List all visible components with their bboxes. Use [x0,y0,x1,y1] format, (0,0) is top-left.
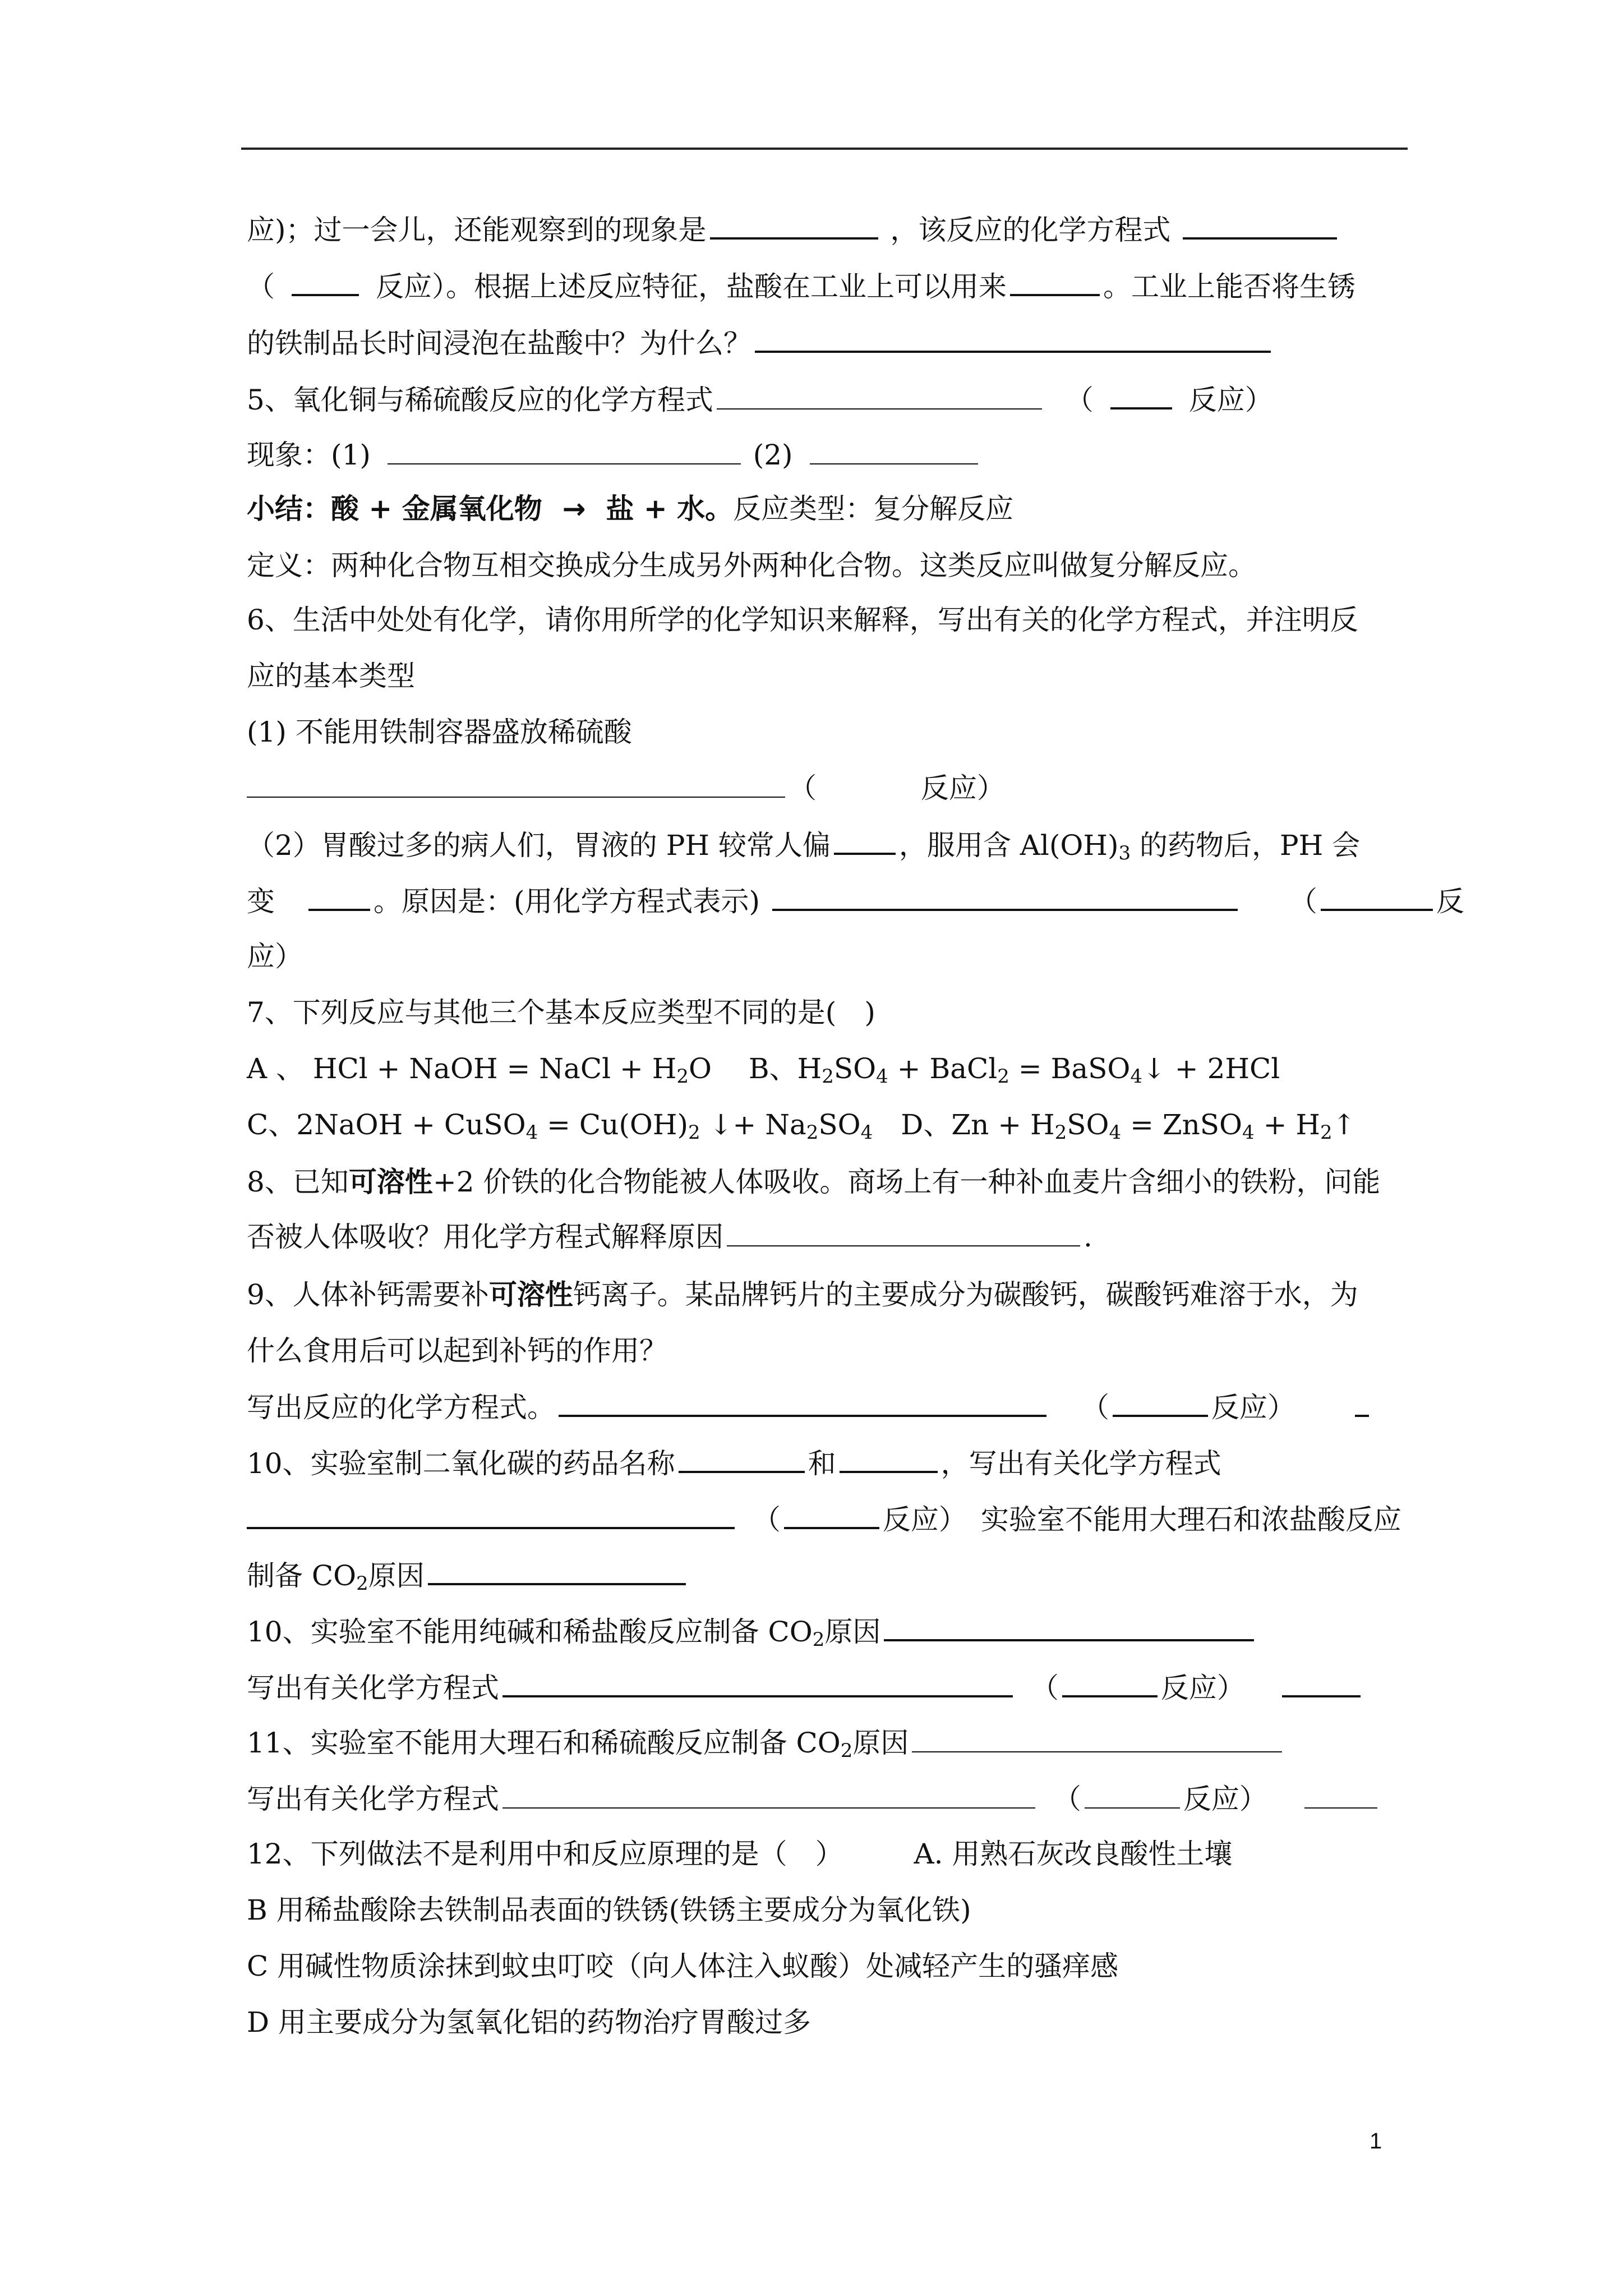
text: 和 [808,1447,836,1480]
question-9c [247,1387,1372,1427]
answer-blank[interactable] [1183,209,1337,240]
text: 。工业上能否将生锈 [1103,270,1355,303]
text: 反应）。根据上述反应特征，盐酸在工业上可以用来 [376,270,1007,303]
text: 5、氧化铜与稀硫酸反应的化学方程式 [247,384,713,416]
question-8 [247,1162,1380,1202]
text: B 用稀盐酸除去铁制品表面的铁锈(铁锈主要成分为氧化铁) [247,1894,971,1926]
answer-blank[interactable] [1282,1667,1361,1697]
question-9 [247,1275,1358,1314]
text: 写出有关化学方程式 [247,1783,499,1815]
answer-blank[interactable] [1321,881,1433,911]
answer-blank[interactable] [1062,1667,1158,1697]
text: 应的基本类型 [247,660,415,692]
text: 反 [1436,885,1464,918]
answer-blank[interactable] [772,881,1238,911]
subscript: 2 [812,1628,825,1651]
text-line [247,323,1274,363]
answer-blank[interactable] [428,1555,686,1585]
text: 。原因是：(用化学方程式表示) [374,885,760,918]
question-6-1 [247,712,632,752]
question-7-options-ab [247,1049,1280,1088]
text: 可溶性 [488,1278,573,1311]
answer-blank[interactable] [727,1217,1080,1246]
text: +2 价铁的化合物能被人体吸收。商场上有一种补血麦片含细小的铁粉，问能 [432,1166,1381,1198]
text: 现象：(1) [247,439,371,471]
answer-blank[interactable] [1085,1779,1180,1809]
question-12 [247,1834,1232,1874]
text: ↓+ Na [700,1108,806,1141]
question-5-phenomena [247,435,981,475]
subscript: 2 [806,1121,819,1144]
text: C 用碱性物质涂抹到蚊虫叮咬（向人体注入蚁酸）处减轻产生的骚痒感 [247,1950,1119,1982]
text: 原因 [824,1616,881,1648]
answer-blank[interactable] [710,209,878,240]
answer-blank[interactable] [810,435,978,464]
question-7-options-cd [247,1105,1356,1144]
text: A 、 HCl + NaOH = NaCl + H [247,1052,677,1085]
subscript: 2 [356,1572,368,1595]
text: + H [1254,1108,1320,1141]
answer-blank[interactable] [1110,379,1172,409]
subscript: 2 [822,1065,834,1088]
text: 9、人体补钙需要补 [247,1278,489,1311]
answer-blank[interactable] [755,323,1271,353]
answer-blank[interactable] [1355,1387,1369,1417]
text: （ [1030,1672,1059,1704]
text: 变 [247,885,275,918]
answer-blank[interactable] [388,435,741,464]
text: + BaCl [888,1052,998,1085]
question-11b [247,1779,1381,1819]
text: 10、实验室不能用纯碱和稀盐酸反应制备 CO [247,1616,813,1648]
subscript: 4 [876,1065,888,1088]
subscript: 4 [1242,1121,1255,1144]
subscript: 4 [525,1121,538,1144]
question-10 [247,1443,1221,1483]
subscript: 2 [1054,1121,1067,1144]
text: 写出有关化学方程式 [247,1672,499,1704]
question-6-2 [247,825,1360,865]
question-6 [247,656,415,696]
text: ，写出有关化学方程式 [940,1447,1221,1480]
question-12-option-c [247,1947,1118,1986]
text: C、2NaOH + CuSO [247,1108,526,1141]
text: 8、已知 [247,1166,349,1198]
text: D 用主要成分为氢氧化铝的药物治疗胃酸过多 [247,2006,811,2039]
subscript: 2 [997,1065,1009,1088]
text: 的铁制品长时间浸泡在盐酸中？为什么？ [247,327,751,360]
question-12-option-b [247,1890,971,1930]
answer-blank[interactable] [502,1779,1035,1809]
text: 反应） [1188,384,1273,416]
text: = BaSO [1009,1052,1131,1085]
question-10b [247,1499,1401,1539]
text: D、Zn + H [873,1108,1055,1141]
text: （ [1289,885,1317,918]
question-9b [247,1331,667,1370]
text: 小结：酸 + 金属氧化物 [247,492,542,525]
question-8b [247,1217,1092,1257]
text: O B、H [689,1052,822,1085]
text-line [247,266,1355,306]
text: 原因 [852,1727,909,1759]
answer-blank[interactable] [717,380,1042,409]
text-line [247,937,303,976]
text: 否被人体吸收？用化学方程式解释原因 [247,1221,723,1253]
question-5 [247,379,1273,420]
text: 反应） [1183,1783,1267,1815]
text: 应)；过一会儿，还能观察到的现象是 [247,214,707,246]
subscript: 2 [676,1065,689,1088]
arrow-icon: → [562,493,586,525]
answer-blank[interactable] [834,825,896,855]
answer-blank[interactable] [912,1723,1282,1752]
text: ，服用含 Al(OH) [898,829,1119,862]
text-line [247,209,1340,250]
text: 7、下列反应与其他三个基本反应类型不同的是( ) [247,996,875,1029]
answer-blank[interactable] [502,1667,1013,1697]
definition [247,546,1256,585]
text: 原因 [368,1559,425,1592]
subscript: 2 [840,1740,853,1762]
answer-blank[interactable] [559,1387,1046,1417]
text: 钙离子。某品牌钙片的主要成分为碳酸钙，碳酸钙难溶于水，为 [573,1278,1358,1311]
text: （ [1053,1783,1081,1815]
subscript: 4 [1130,1065,1143,1088]
answer-blank[interactable] [1113,1387,1208,1417]
text: （ [1065,384,1094,416]
text: 写出反应的化学方程式。 [247,1391,555,1424]
text: 反应） 实验室不能用大理石和浓盐酸反应 [882,1503,1401,1536]
answer-blank[interactable] [247,769,785,798]
text: ↓ + 2HCl [1142,1052,1280,1085]
subscript: 2 [1320,1121,1332,1144]
subscript: 3 [1118,842,1131,864]
text: (1) 不能用铁制容器盛放稀硫酸 [247,716,632,748]
question-12-option-d [247,2003,811,2042]
text: 什么食用后可以起到补钙的作用？ [247,1335,667,1367]
answer-blank[interactable] [247,1499,735,1529]
answer-blank[interactable] [884,1611,1254,1641]
answer-blank[interactable] [840,1443,938,1473]
answer-blank[interactable] [679,1443,805,1473]
text: . [1083,1221,1092,1253]
text: ↑ [1332,1108,1356,1141]
header-rule [241,148,1408,150]
text: 6、生活中处处有化学，请你用所学的化学知识来解释，写出有关的化学方程式，并注明反 [247,604,1358,636]
text: 11、实验室不能用大理石和稀硫酸反应制备 CO [247,1727,841,1759]
subscript: 4 [1109,1121,1122,1144]
text: = Cu(OH) [538,1108,688,1141]
text: 反应类型：复分解反应 [733,493,1014,525]
answer-blank[interactable] [308,881,370,911]
text: （ [247,270,275,303]
question-10d [247,1611,1257,1651]
question-6 [247,600,1358,639]
text: 盐 + 水。 [606,492,734,525]
page-number: 1 [1370,2129,1382,2154]
text: SO [833,1052,877,1085]
question-7 [247,993,875,1032]
text: 可溶性 [348,1165,433,1198]
text: 反应） [1211,1391,1295,1424]
question-6-1-answer [247,769,1005,808]
answer-blank[interactable] [292,266,359,296]
text: 应） [247,940,303,973]
question-11 [247,1723,1285,1763]
text: ，该反应的化学方程式 [890,214,1171,246]
text: （ [752,1503,781,1536]
text: = ZnSO [1121,1108,1243,1141]
text: 定义：两种化合物互相交换成分生成另外两种化合物。这类反应叫做复分解反应。 [247,549,1256,582]
text: （2）胃酸过多的病人们，胃液的 PH 较常人偏 [247,829,831,862]
text: SO [818,1108,861,1141]
answer-blank[interactable] [784,1499,879,1529]
text: 10、实验室制二氧化碳的药品名称 [247,1447,675,1480]
summary [247,489,1013,528]
text: 制备 CO [247,1559,357,1592]
text: 反应） [1160,1672,1245,1704]
subscript: 2 [688,1121,700,1144]
question-10e [247,1667,1364,1708]
text: （ [789,772,817,804]
text: SO [1067,1108,1109,1141]
answer-blank[interactable] [1010,266,1100,296]
text: (2) [753,439,793,471]
text: （ [1081,1391,1109,1424]
text: A. 用熟石灰改良酸性土壤 [914,1838,1233,1870]
text: 12、下列做法不是利用中和反应原理的是（ ） [247,1838,843,1870]
text: 的药物后，PH 会 [1140,829,1361,862]
text: 反应） [920,772,1005,804]
subscript: 4 [860,1121,873,1144]
question-10c [247,1555,689,1595]
answer-blank[interactable] [1304,1779,1377,1809]
question-6-2b [247,881,1464,921]
